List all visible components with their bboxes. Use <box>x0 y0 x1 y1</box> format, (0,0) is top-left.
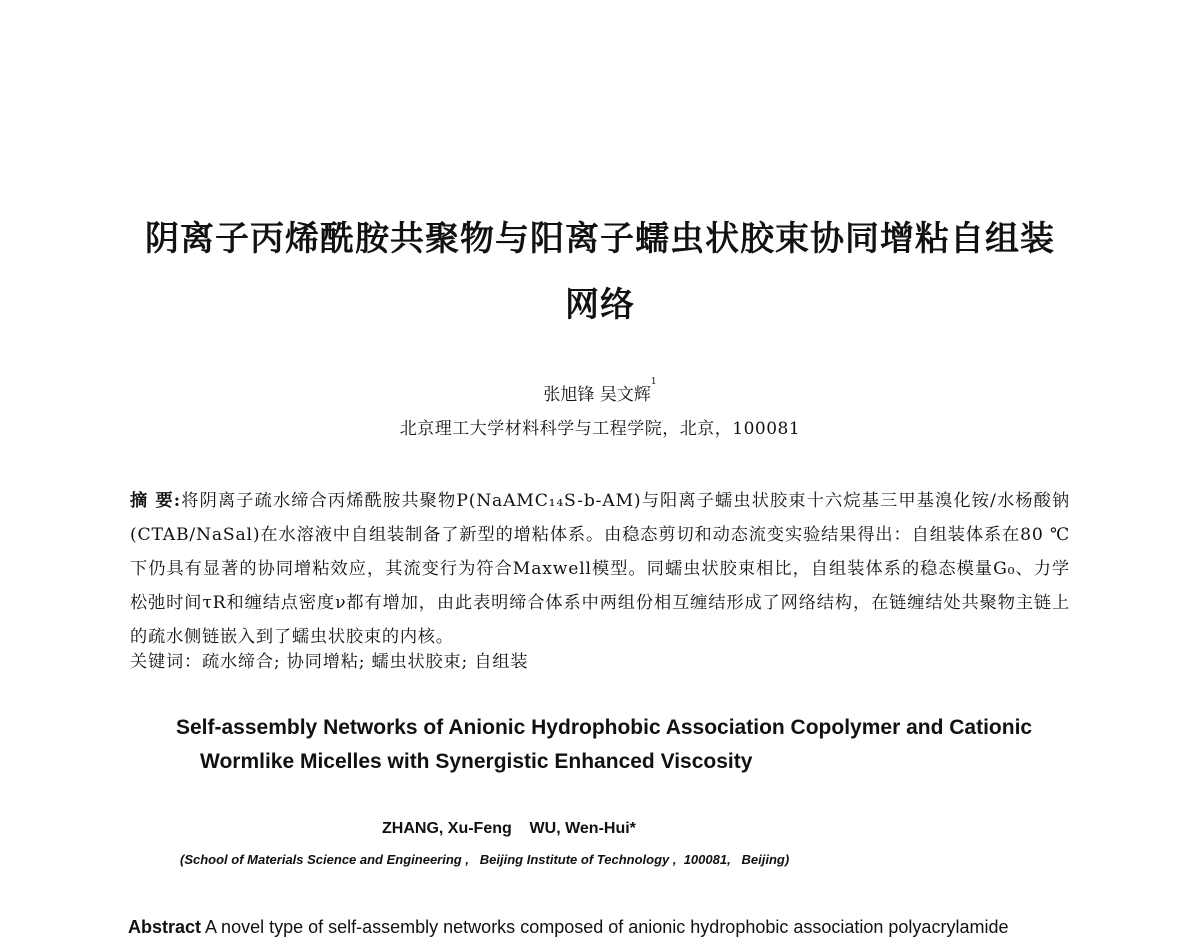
english-title-line-1: Self-assembly Networks of Anionic Hydrophobic Association Copolymer and Cationic <box>176 716 1033 739</box>
chinese-abstract-label: 摘 要: <box>130 491 181 511</box>
english-abstract-label: Abstract <box>128 917 202 937</box>
english-title-line-2: Wormlike Micelles with Synergistic Enhanced Viscosity <box>200 750 753 773</box>
chinese-abstract-text: 将阴离子疏水缔合丙烯酰胺共聚物P(NaAMC₁₄S-b-AM)与阳离子蠕虫状胶束十六烷基三甲基溴化铵/水杨酸钠(CTAB/NaSal)在水溶液中自组装制备了新型的增粘体系。由稳态剪切和动态流变实验结果得出：自组装体系在80 ℃下仍具有显著的协同增粘效应，其流变行为符合Maxwell模型。同蠕虫状胶束相比，自组装体系的稳态模量G₀、力学松弛时间τR和缠结点密度ν都有增加，由此表明缔合体系中两组份相互缠结形成了网络结构，在链缠结处共聚物主链上的疏水侧链嵌入到了蠕虫状胶束的内核。 <box>130 491 1071 647</box>
english-authors: ZHANG, Xu-Feng WU, Wen-Hui* <box>382 820 636 837</box>
chinese-title-line-2: 网络 <box>565 285 635 325</box>
chinese-authors <box>0 377 1200 405</box>
english-abstract <box>128 917 1068 938</box>
english-abstract-text: A novel type of self-assembly networks composed of anionic hydrophobic association polyacrylamide <box>205 917 1009 937</box>
chinese-author-names: 张旭锋 吴文辉 <box>543 385 651 405</box>
author-superscript: 1 <box>650 377 657 387</box>
english-affiliation: (School of Materials Science and Engineering , Beijing Institute of Technology , 100081, Beijing) <box>180 852 790 867</box>
chinese-keywords-text: 疏水缔合; 协同增粘; 蠕虫状胶束; 自组装 <box>201 652 529 672</box>
chinese-affiliation: 北京理工大学材料科学与工程学院，北京，100081 <box>399 419 801 439</box>
chinese-abstract <box>130 484 1070 654</box>
chinese-title-line-1: 阴离子丙烯酰胺共聚物与阳离子蠕虫状胶束协同增粘自组装 <box>145 219 1055 259</box>
chinese-keywords-label: 关键词： <box>130 652 202 672</box>
chinese-keywords <box>130 650 1070 674</box>
